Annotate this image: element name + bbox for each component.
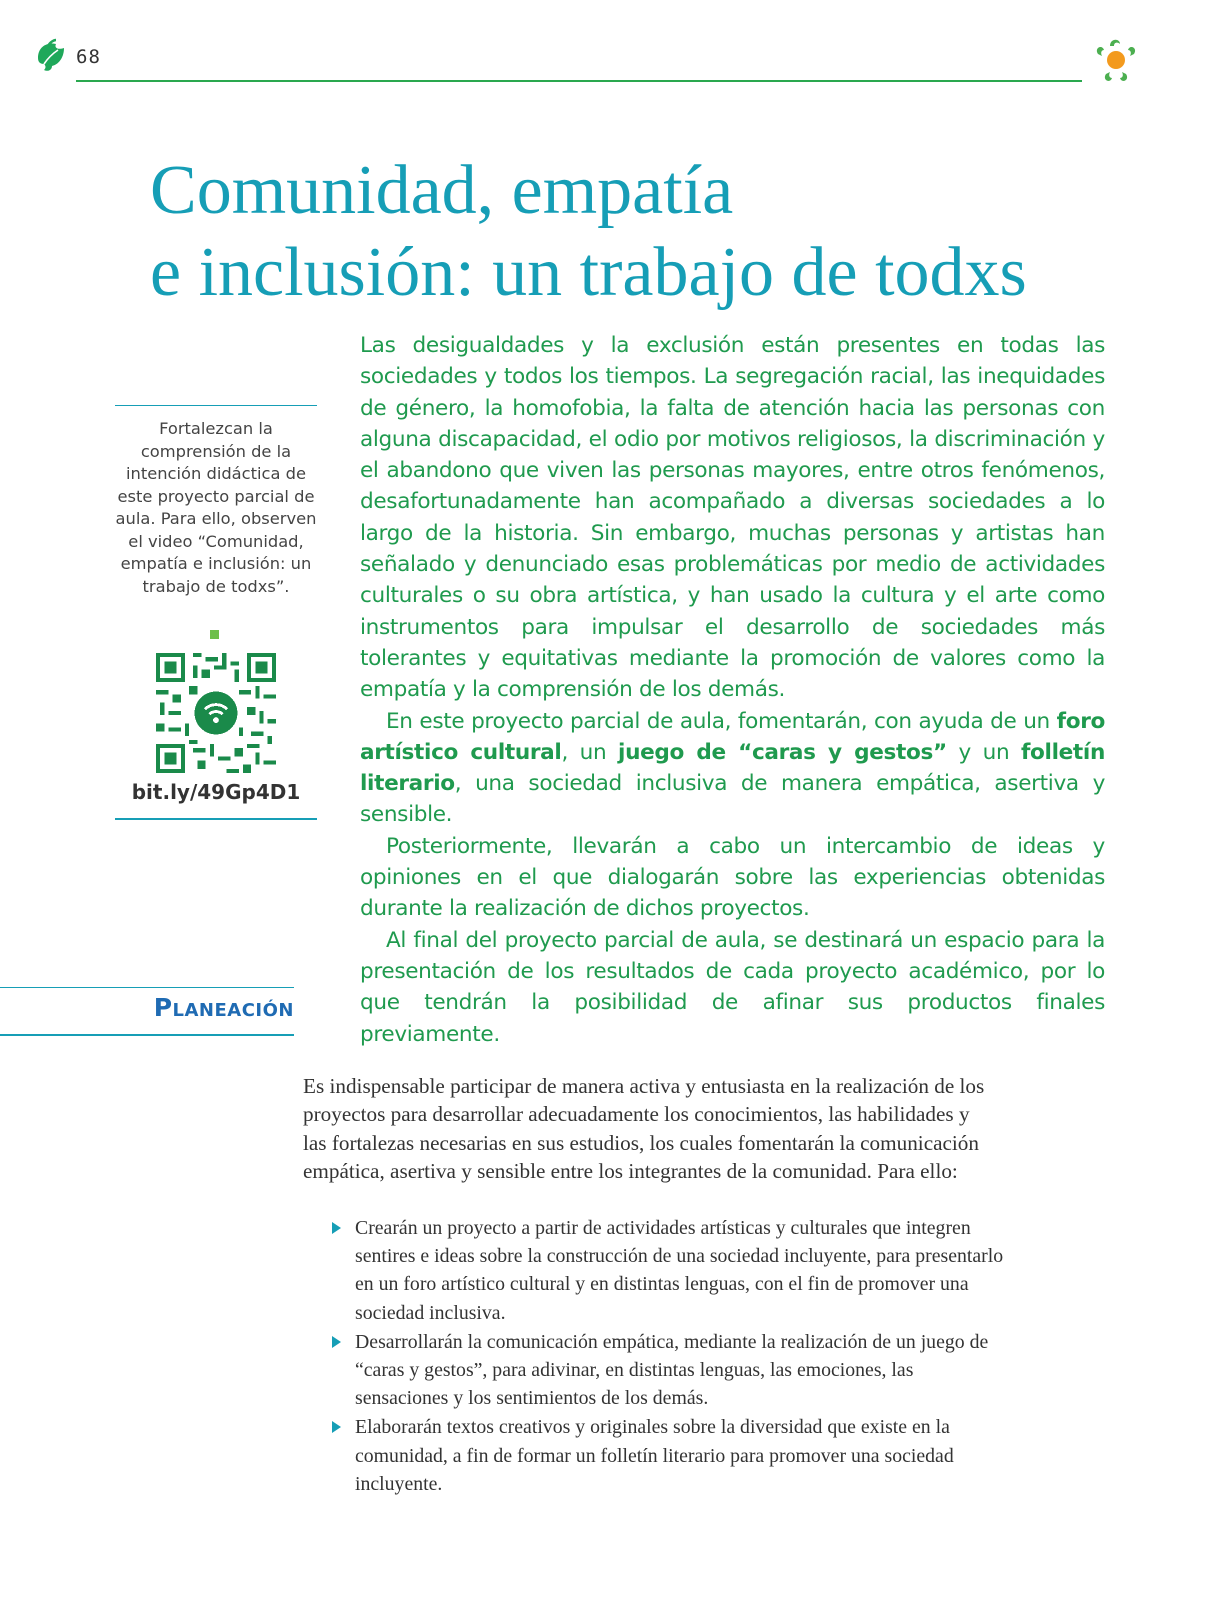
bullet-triangle-icon — [332, 1421, 341, 1433]
intro-p2-bold-folletin: folletín literario — [360, 739, 1105, 797]
leaf-icon — [34, 38, 70, 74]
list-item-text: Crearán un proyecto a partir de actividades artísticas y culturales que integren sentires e ideas sobre la construcción de una sociedad incluyente, para presentarlo en un foro artístico cultural y en distintas lenguas, con el fin de promover una sociedad inclusiva. — [355, 1217, 1004, 1324]
intro-text — [360, 330, 1105, 1050]
list-item-text: Desarrollarán la comunicación empática, mediante la realización de un juego de “caras y gestos”, para adivinar, en distintas lenguas, las emociones, las sensaciones y los sentimientos de los demás. — [355, 1330, 989, 1410]
intro-paragraph-4: Al final del proyecto parcial de aula, se destinará un espacio para la presentación de los resultados de cada proyecto académico, por lo que tendrán la posibilidad de afinar sus productos finales previamente. — [360, 927, 1105, 1047]
sidebar-text: Fortalezcan la comprensión de la intención didáctica de este proyecto parcial de aula. Para ello, observen el video “Comunidad, empatía e inclusión: un trabajo de todxs”. — [115, 419, 317, 596]
intro-paragraph-2 — [360, 706, 1105, 831]
list-item — [328, 1328, 1008, 1413]
page-number: 68 — [76, 46, 101, 68]
intro-paragraph-3: Posteriormente, llevarán a cabo un intercambio de ideas y opiniones en el que dialogarán sobre las experiencias obtenidas durante la realización de dichos proyectos. — [360, 833, 1105, 922]
title-line-1: Comunidad, empatía — [150, 152, 734, 229]
section-rule-top — [0, 987, 294, 988]
intro-p2-part: y un — [946, 739, 1021, 765]
video-link[interactable]: bit.ly/49Gp4D1 — [131, 780, 301, 804]
list-item-text: Elaborarán textos creativos y originales sobre la diversidad que existe en la comunidad, a fin de formar un folletín literario para promover una sociedad incluyente. — [355, 1416, 954, 1495]
intro-p2-part: , una sociedad inclusiva de manera empática, asertiva y sensible. — [360, 771, 1105, 828]
bullet-triangle-icon — [332, 1336, 341, 1348]
bullet-list — [328, 1214, 1008, 1499]
section-rule-bottom — [0, 1034, 294, 1036]
page-title — [150, 150, 1150, 314]
flower-icon — [1086, 32, 1146, 88]
intro-p2-bold-foro: foro artístico cultural — [360, 708, 1105, 765]
body-text — [303, 1072, 985, 1186]
sidebar-rule-top — [115, 405, 317, 406]
sidebar-rule-bottom — [115, 818, 317, 820]
header-rule — [76, 80, 1082, 82]
intro-p2-part: , un — [561, 739, 619, 765]
list-item — [328, 1214, 1008, 1327]
qr-code-icon[interactable] — [156, 653, 276, 773]
intro-p2-part: En este proyecto parcial de aula, fomentarán, con ayuda de un — [386, 708, 1057, 734]
list-item — [328, 1413, 1008, 1498]
title-line-2: e inclusión: un trabajo de todxs — [150, 234, 1027, 311]
intro-paragraph-1: Las desigualdades y la exclusión están presentes en todas las sociedades y todos los tiempos. La segregación racial, las inequidades de género, la homofobia, la falta de atención hacia las personas con alguna discapacidad, el odio por motivos religiosos, la discriminación y el abandono que viven las personas mayores, entre otros fenómenos, desafortunadamente han acompañado a diversas sociedades a lo largo de la historia. Sin embargo, muchas personas y artistas han señalado y denunciado esas problemáticas por medio de actividades culturales o su obra artística, y han usado la cultura y el arte como instrumentos para impulsar el desarrollo de sociedades más tolerantes y equitativas mediante la promoción de valores como la empatía y la comprensión de los demás. — [360, 333, 1105, 703]
bullet-triangle-icon — [332, 1222, 341, 1234]
sidebar-marker — [210, 630, 219, 639]
intro-p2-bold-juego: juego de “caras y gestos” — [618, 739, 947, 765]
body-intro: Es indispensable participar de manera activa y entusiasta en la realización de los proyectos para desarrollar adecuadamente los conocimientos, las habilidades y las fortalezas necesarias en sus estudios, los cuales fomentarán la comunicación empática, asertiva y sensible entre los integrantes de la comunidad. Para ello: — [303, 1074, 985, 1184]
section-heading: Planeación — [153, 993, 294, 1022]
